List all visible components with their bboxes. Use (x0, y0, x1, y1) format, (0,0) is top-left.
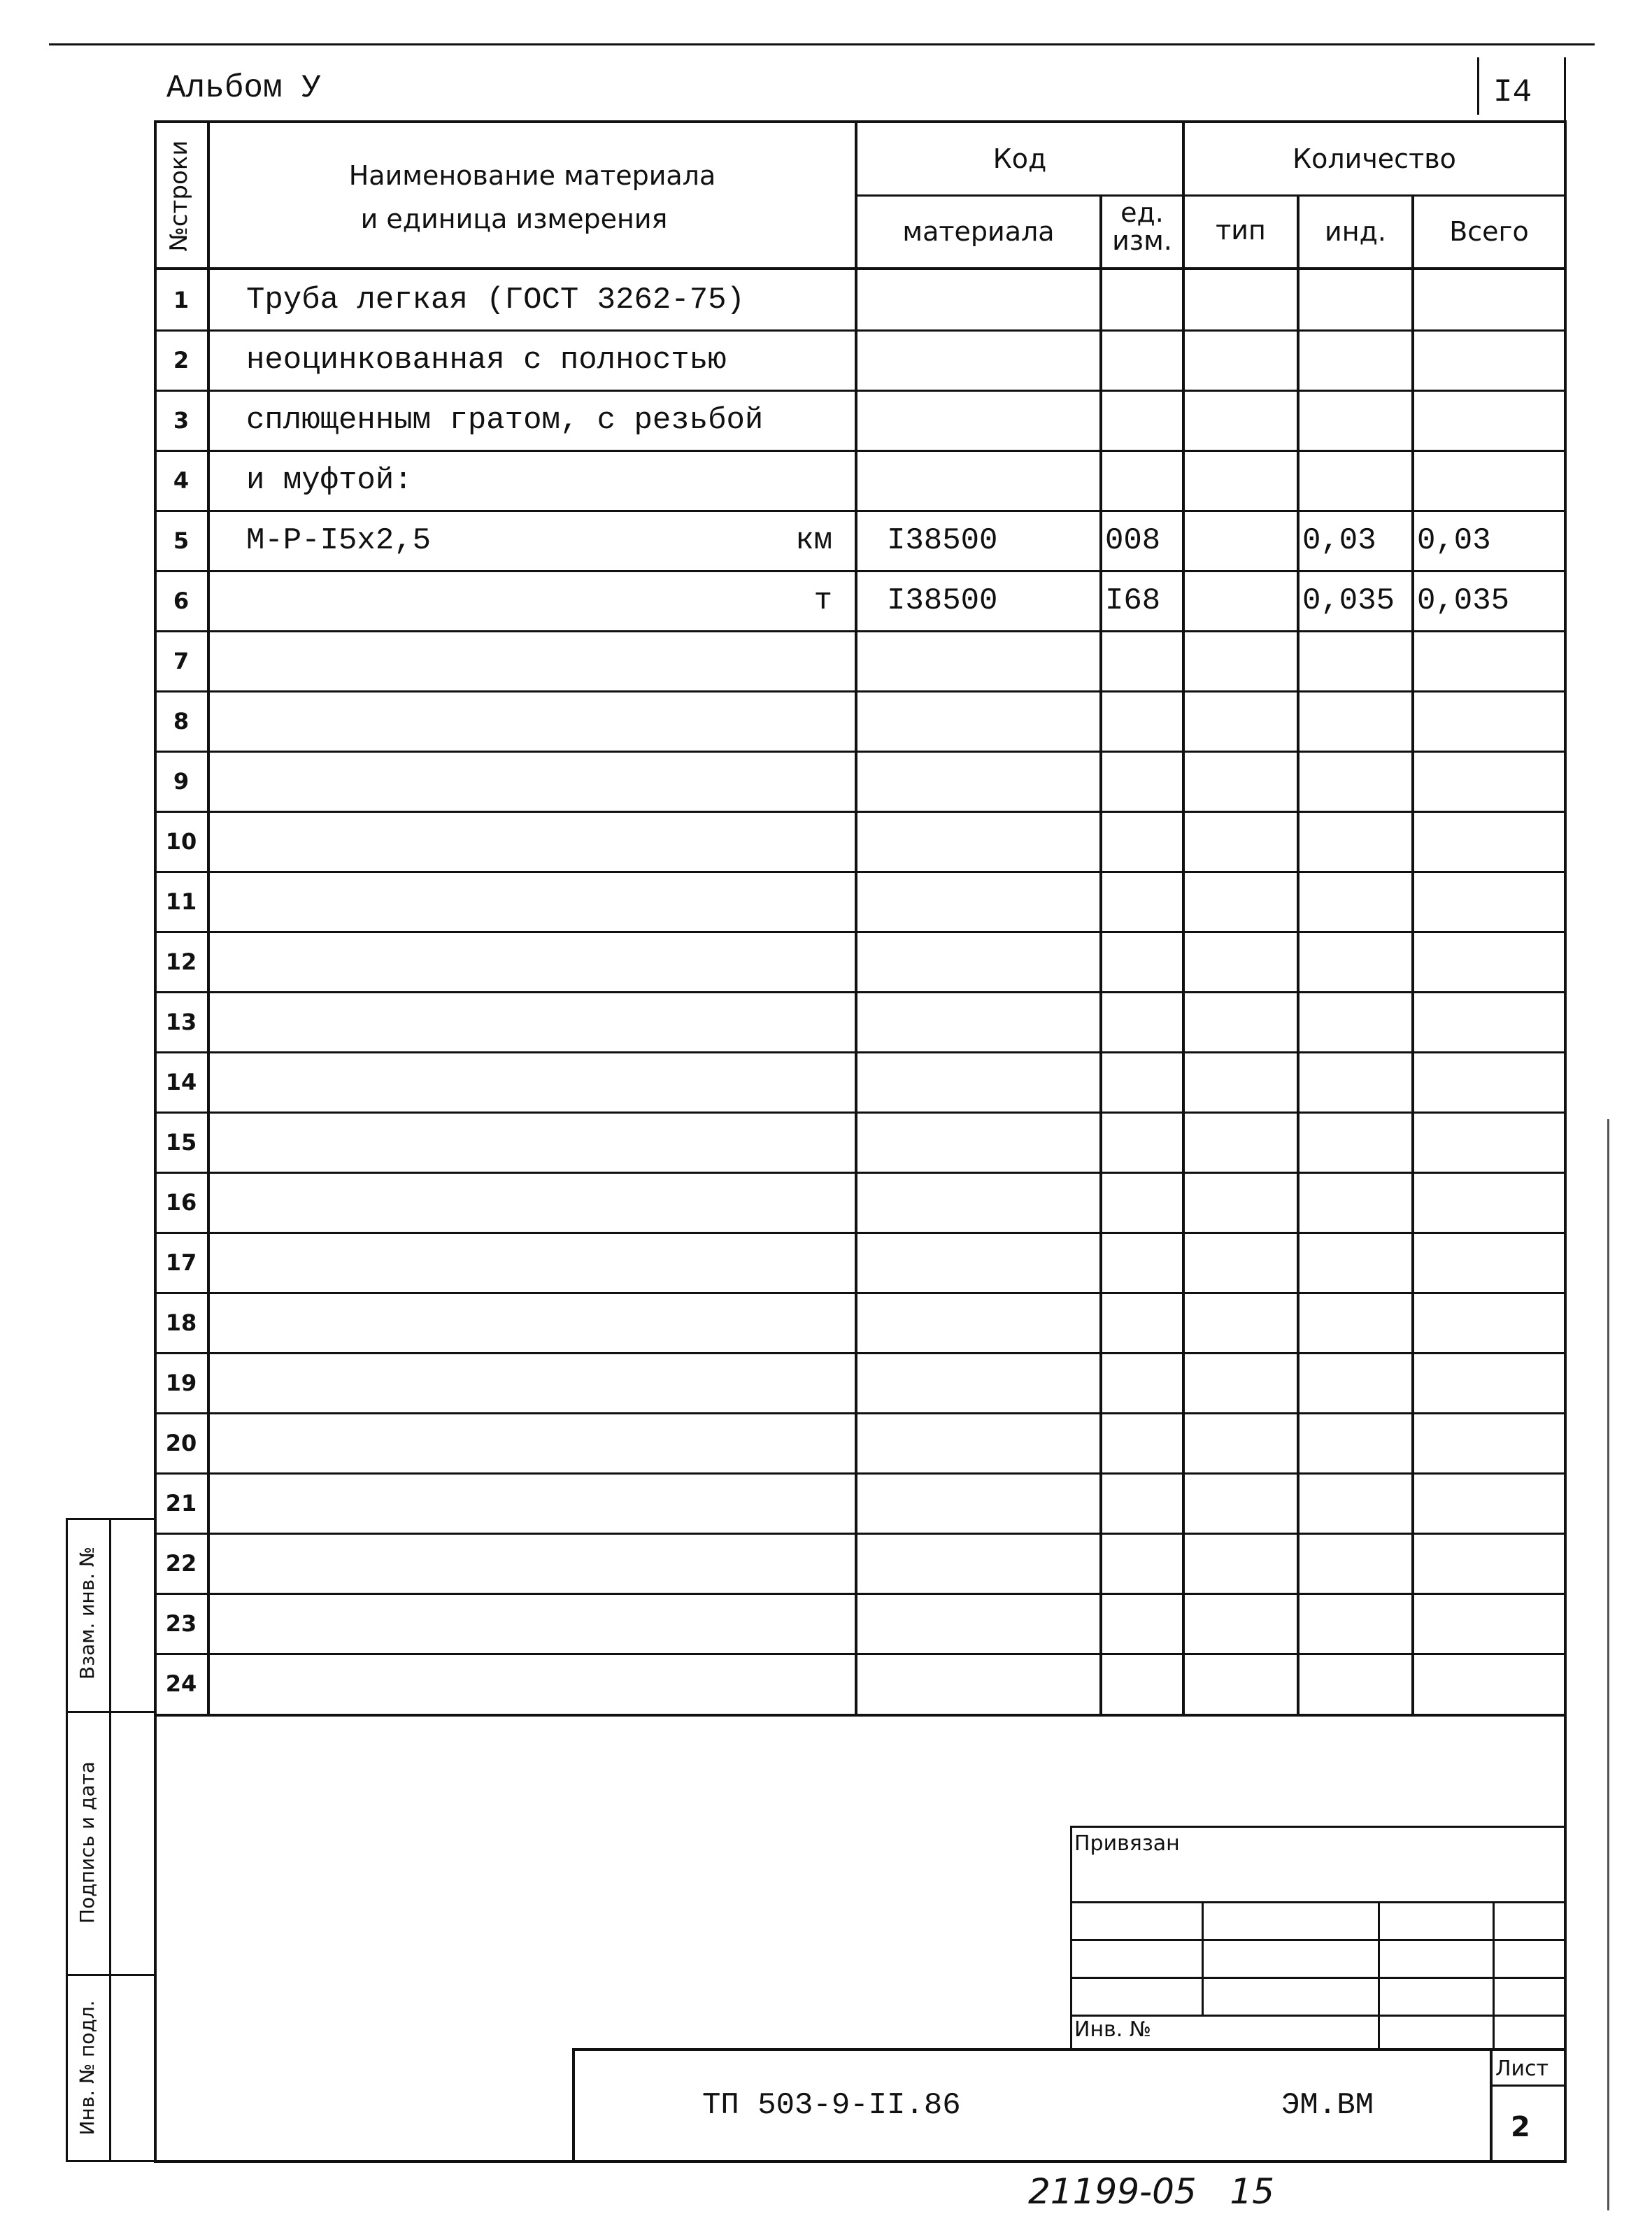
row-number: 13 (165, 1009, 197, 1035)
row-number: 7 (173, 648, 190, 674)
cell-qty-total: 0,03 (1417, 523, 1491, 558)
stamp-vzam-inv: Взам. инв. № (76, 1546, 99, 1680)
header-qty-total: Всего (1449, 216, 1529, 247)
cell-unit: т (813, 583, 832, 618)
row-number: 2 (173, 347, 190, 374)
row-number: 1 (173, 287, 190, 313)
cell-material-code: I38500 (887, 523, 998, 558)
row-number: 24 (165, 1670, 197, 1697)
row-number: 10 (165, 828, 197, 855)
row-number: 5 (173, 527, 190, 554)
row-number: 9 (173, 768, 190, 795)
cell-material-code: I38500 (887, 583, 998, 618)
cell-material-name: неоцинкованная с полностью (246, 343, 727, 378)
row-number: 11 (165, 888, 197, 915)
row-number: 4 (173, 467, 190, 494)
row-number: 19 (165, 1370, 197, 1396)
sheet-number: 2 (1511, 2111, 1530, 2143)
row-number: 16 (165, 1189, 197, 1216)
row-number: 18 (165, 1309, 197, 1336)
page-number-divider (1477, 57, 1479, 115)
header-code-unit-1: ед. (1120, 197, 1164, 228)
doc-mark: ЭМ.ВМ (1281, 2088, 1374, 2123)
row-number: 21 (165, 1490, 197, 1517)
inv-no-label: Инв. № (1074, 2017, 1152, 2042)
cell-material-name: Труба легкая (ГОСТ 3262-75) (246, 283, 745, 318)
header-code-group: Код (992, 143, 1047, 174)
sheet-label: Лист (1495, 2057, 1549, 2081)
row-number: 22 (165, 1550, 197, 1577)
stamp-inv-podl: Инв. № подл. (76, 2000, 99, 2136)
cell-unit: км (795, 523, 832, 558)
row-number: 20 (165, 1430, 197, 1456)
cell-unit-code: 008 (1105, 523, 1161, 558)
row-number: 17 (165, 1249, 197, 1276)
row-number: 14 (165, 1069, 197, 1095)
privyazan-label: Привязан (1074, 1831, 1180, 1856)
cell-unit-code: I68 (1105, 583, 1161, 618)
stamp-podpis-data: Подпись и дата (76, 1761, 99, 1924)
row-number: 3 (173, 407, 190, 434)
album-title: Альбом У (166, 70, 321, 106)
header-code-unit-2: изм. (1112, 225, 1172, 256)
row-number: 8 (173, 708, 190, 734)
footer-archive-number: 21199-05 15 (1028, 2171, 1275, 2212)
page-number: I4 (1493, 74, 1532, 111)
cell-qty-ind: 0,035 (1302, 583, 1395, 618)
header-qty-group: Количество (1293, 143, 1456, 174)
header-qty-type: тип (1216, 215, 1266, 246)
row-number: 23 (165, 1610, 197, 1637)
row-number: 15 (165, 1129, 197, 1156)
row-number: 12 (165, 949, 197, 975)
cell-qty-total: 0,035 (1417, 583, 1510, 618)
right-margin-top-line (1564, 57, 1566, 127)
right-margin-line (1607, 1119, 1609, 2210)
header-qty-ind: инд. (1325, 216, 1386, 247)
cell-material-name: сплющенным гратом, с резьбой (246, 403, 764, 438)
row-number: 6 (173, 588, 190, 614)
top-rule (49, 43, 1595, 45)
header-code-material: материала (902, 216, 1055, 247)
cell-material-name: и муфтой: (246, 463, 413, 498)
header-name-line1: Наименование материала (348, 160, 716, 191)
doc-code: ТП 503-9-II.86 (702, 2088, 961, 2123)
cell-material-name: М-Р-I5х2,5 (246, 523, 432, 558)
header-row-no: №строки (165, 140, 193, 252)
cell-qty-ind: 0,03 (1302, 523, 1376, 558)
header-name-line2: и единица измерения (360, 204, 668, 234)
